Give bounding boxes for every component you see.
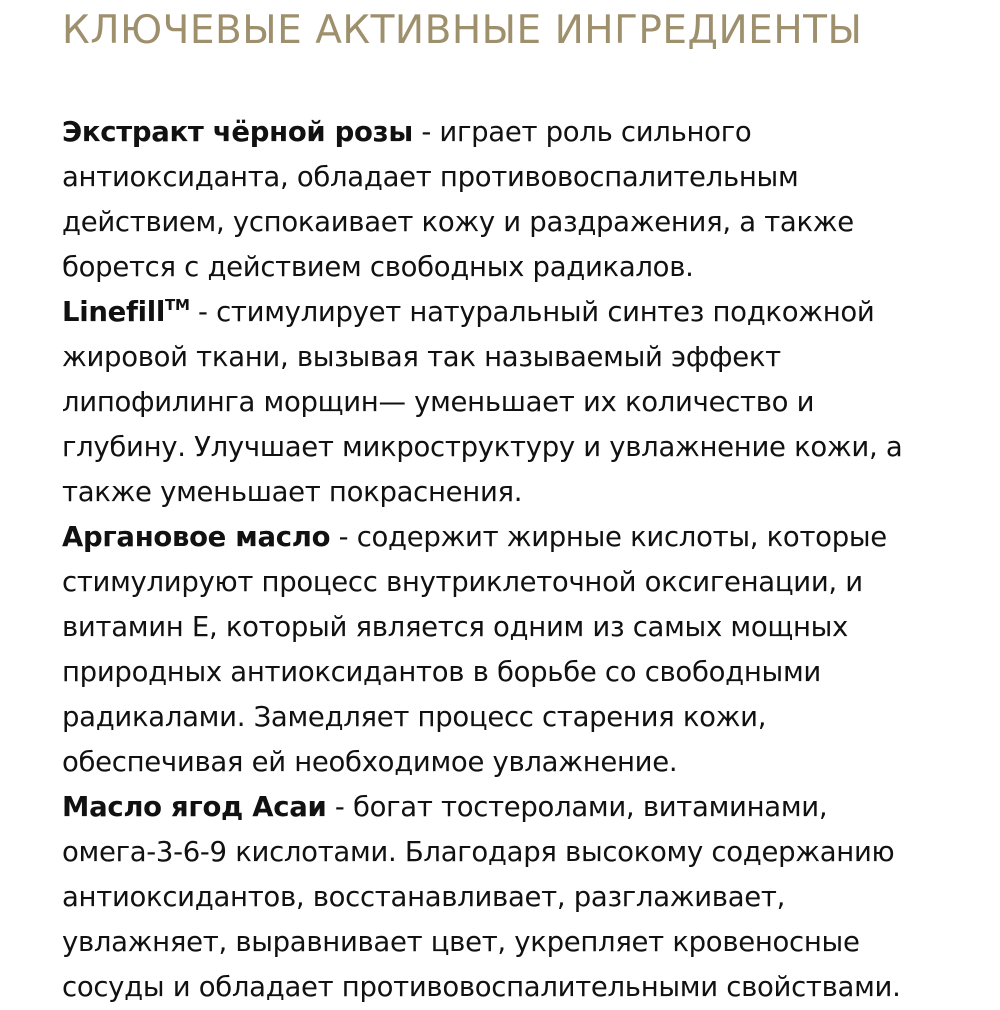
text-line: жировой ткани, вызывая так называемый эффект [62,341,781,373]
ingredient-acai-oil [62,785,962,1010]
text-line: также уменьшает покраснения. [62,476,523,508]
text-line: обеспечивая ей необходимое увлажнение. [62,746,678,778]
text-line: природных антиоксидантов в борьбе со свободными [62,656,821,688]
text-line: липофилинга морщин— уменьшает их количество и [62,386,815,418]
ingredients-text [62,110,962,1010]
page-title: КЛЮЧЕВЫЕ АКТИВНЫЕ ИНГРЕДИЕНТЫ [62,8,863,53]
ingredient-name: Linefill [62,296,166,328]
ingredient-argan-oil [62,515,962,785]
ingredient-description: - богат тостеролами, витаминами, [326,791,828,823]
text-line [62,110,962,155]
ingredient-description: - стимулирует натуральный синтез подкожной [189,296,875,328]
ingredient-name: Масло ягод Асаи [62,791,327,823]
text-line: радикалами. Замедляет процесс старения кожи, [62,701,767,733]
text-line: глубину. Улучшает микроструктуру и увлажнение кожи, а [62,431,903,463]
text-line: сосуды и обладает противовоспалительными свойствами. [62,971,901,1003]
text-line [62,785,962,830]
text-line: стимулируют процесс внутриклеточной оксигенации, и [62,566,863,598]
text-line: действием, успокаивает кожу и раздражения, а также [62,206,854,238]
text-line: антиоксиданта, обладает противовоспалительным [62,161,799,193]
text-line: борется с действием свободных радикалов. [62,251,694,283]
ingredient-linefill [62,290,962,515]
ingredient-name: Аргановое масло [62,521,331,553]
text-line [62,290,962,335]
ingredient-name: Экстракт чёрной розы [62,116,413,148]
text-line: увлажняет, выравнивает цвет, укрепляет кровеносные [62,926,860,958]
ingredient-description: - содержит жирные кислоты, которые [330,521,887,553]
text-line: антиоксидантов, восстанавливает, разглаживает, [62,881,786,913]
text-line: омега-3-6-9 кислотами. Благодаря высокому содержанию [62,836,895,868]
ingredient-description: - играет роль сильного [412,116,752,148]
ingredient-black-rose [62,110,962,290]
trademark-mark: TM [165,296,190,314]
text-line [62,515,962,560]
text-line: витамин Е, который является одним из самых мощных [62,611,849,643]
